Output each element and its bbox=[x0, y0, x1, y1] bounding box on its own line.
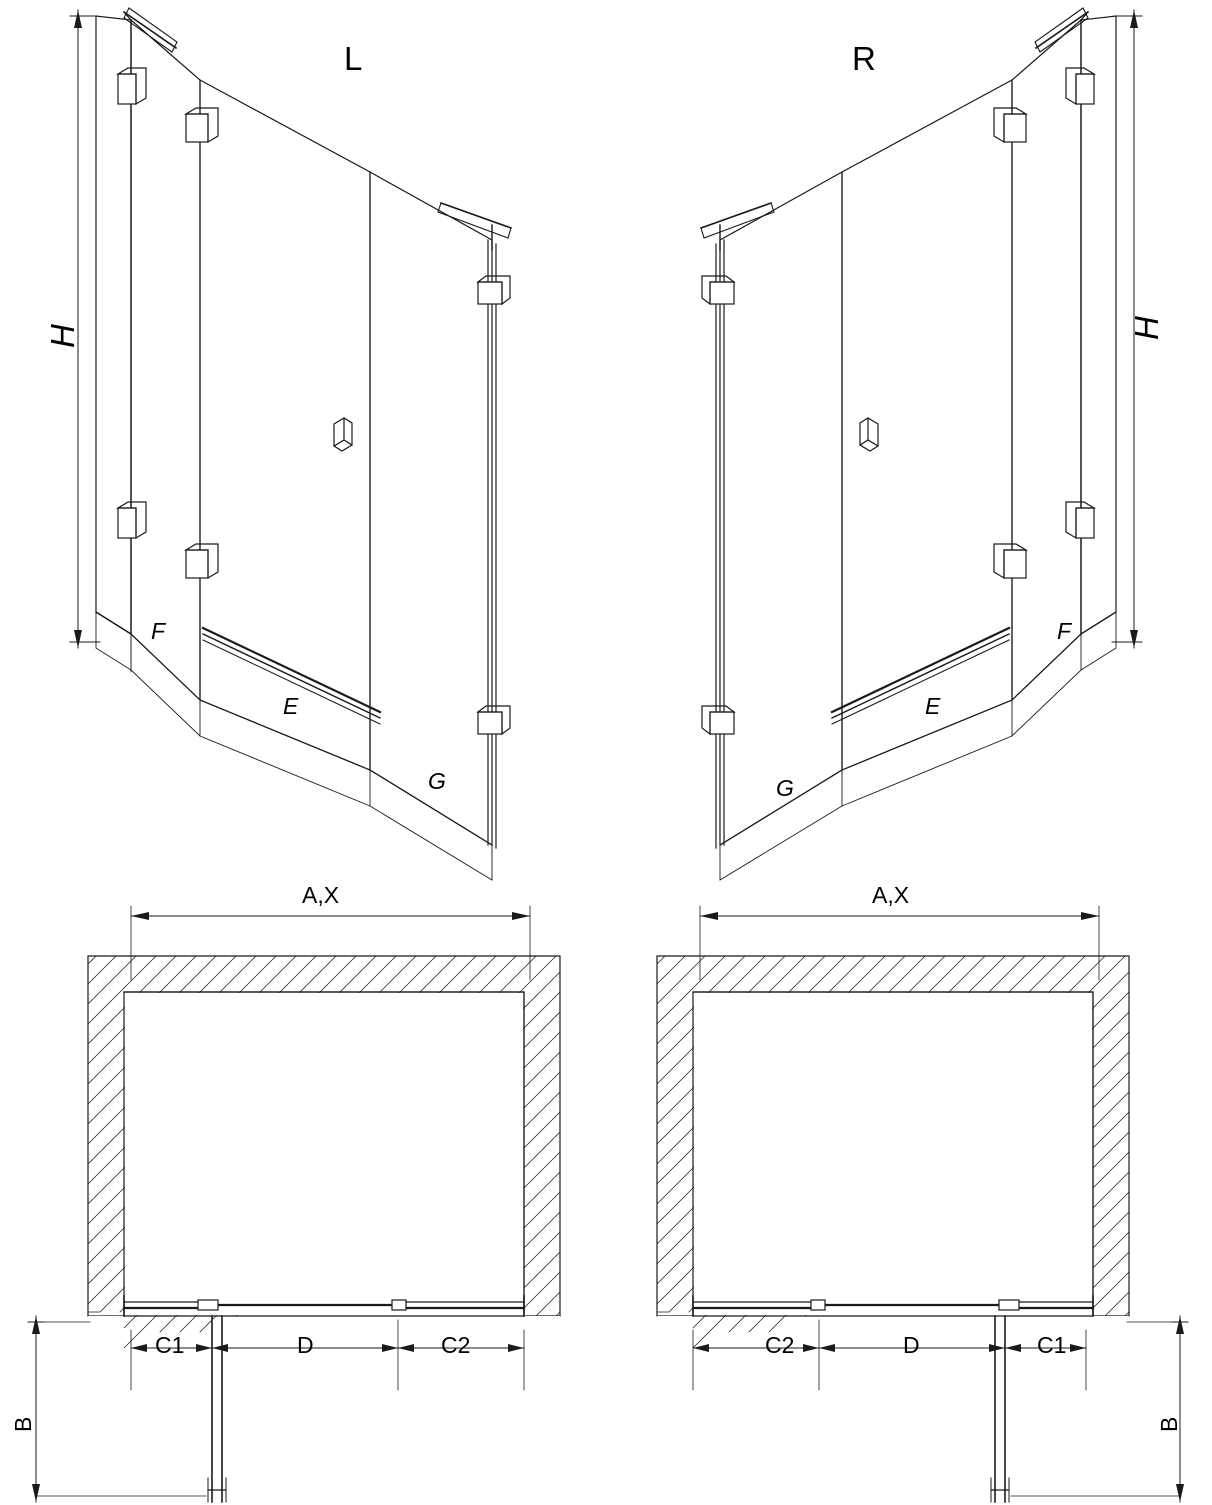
iso-right-door-label: E bbox=[925, 693, 941, 719]
plan-right-width-label: A,X bbox=[872, 882, 910, 908]
plan-left-seg3-label: C2 bbox=[441, 1332, 471, 1358]
plan-view-left bbox=[28, 906, 560, 1505]
iso-left-panel-label: G bbox=[428, 768, 446, 794]
plan-left-width-label: A,X bbox=[302, 882, 340, 908]
iso-right-height-label: H bbox=[1128, 316, 1165, 340]
plan-left-seg2-label: D bbox=[297, 1332, 314, 1358]
view-title-right: R bbox=[852, 40, 876, 77]
iso-right-fixed-label: F bbox=[1057, 618, 1072, 644]
iso-left-door-label: E bbox=[283, 693, 299, 719]
plan-left-depth-label: B bbox=[10, 1416, 36, 1432]
plan-right-seg2-label: D bbox=[903, 1332, 920, 1358]
plan-right-seg3-label: C1 bbox=[1037, 1332, 1067, 1358]
iso-left-fixed-label: F bbox=[151, 618, 166, 644]
iso-left-height-label: H bbox=[44, 324, 81, 348]
plan-right-depth-label: B bbox=[1156, 1416, 1182, 1432]
plan-left-seg1-label: C1 bbox=[155, 1332, 185, 1358]
iso-view-right bbox=[701, 8, 1142, 880]
iso-view-left bbox=[70, 8, 511, 880]
plan-right-seg1-label: C2 bbox=[765, 1332, 795, 1358]
iso-right-panel-label: G bbox=[776, 775, 794, 801]
plan-view-right bbox=[657, 906, 1188, 1505]
view-title-left: L bbox=[344, 40, 363, 77]
